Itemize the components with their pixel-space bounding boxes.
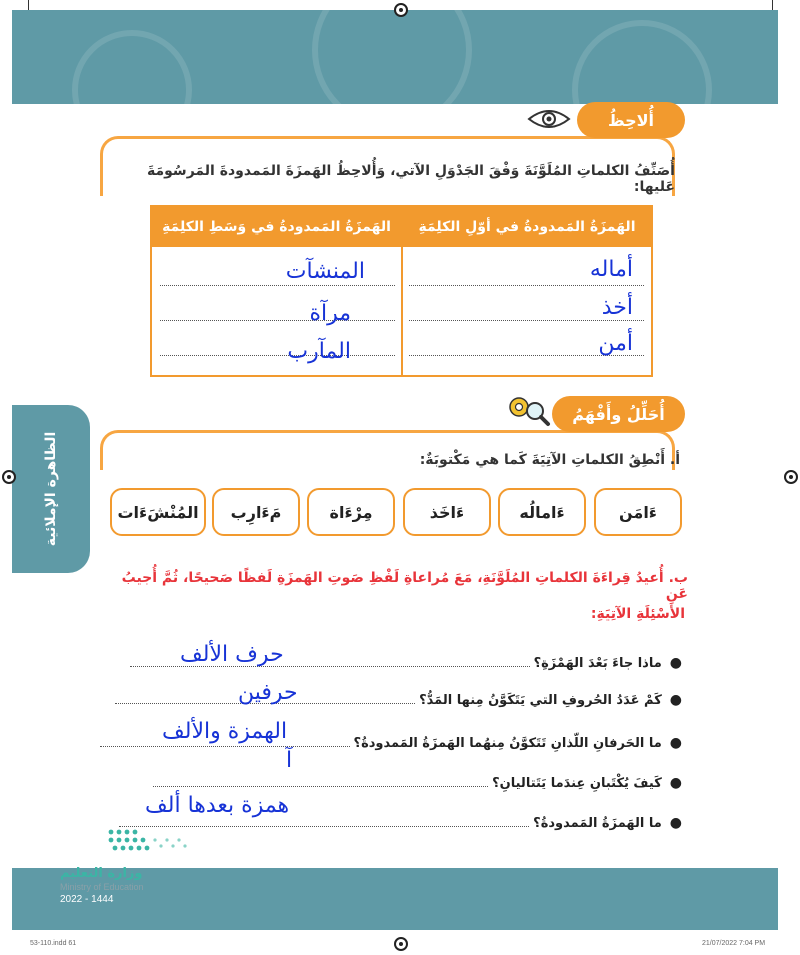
question-text: ما الهَمزَةُ المَمدودةُ؟ xyxy=(533,816,662,831)
observe-instruction: أُصَنِّفُ الكلماتِ المُلَوَّنَةَ وَفْقَ الجَدْوَلِ الآتي، وَأُلاحِظُ الهَمزَةَ المَمدودةَ المَرسُومَةَ عَليها: xyxy=(146,163,675,195)
analyze-title-pill xyxy=(552,396,685,432)
ministry-name-ar: وزارة التعليم xyxy=(60,866,143,881)
word-card-1: ءَامَن xyxy=(594,488,682,536)
answer-line xyxy=(409,320,644,321)
question-text: كَيفَ يُكْتَبانِ عِندَما يَتَتاليانِ؟ xyxy=(492,776,662,791)
table-header-middle: الهَمزَةُ المَمدودةُ في وَسَطِ الكلِمَةِ xyxy=(152,207,401,247)
ministry-year: 2022 - 1444 xyxy=(60,894,114,905)
answer-line xyxy=(409,285,644,286)
registration-mark-top xyxy=(394,3,408,17)
ministry-logo-icon xyxy=(105,826,195,866)
word-card-6: المُنْشَءَات xyxy=(110,488,206,536)
answer-line xyxy=(160,285,395,286)
answer-line xyxy=(100,746,350,747)
bullet: ● xyxy=(669,735,682,751)
part-b-instruction-line-1: ب. أُعيدُ قِراءَةَ الكلماتِ المُلَوَّنَةِ، مَعَ مُراعاةِ لَفْظِ صَوتِ الهَمزَةِ لَفظًا صَحيحًا، ثُمَّ أُجيبُ عَن xyxy=(121,570,688,602)
question-3-answer: الهمزة والألف xyxy=(162,719,288,744)
crop-mark xyxy=(772,0,773,10)
top-banner xyxy=(12,10,778,104)
footer-date: 21/07/2022 7:04 PM xyxy=(702,940,766,947)
table-header-start: الهَمزَةُ المَمدودةُ في أوّلِ الكلِمَةِ xyxy=(403,207,651,247)
table-divider xyxy=(401,207,403,375)
part-a-instruction: أ. أَنْطِقُ الكلماتِ الآتِيَةَ كَما هي مَكْتوبَةٌ: xyxy=(419,452,680,468)
answer-line xyxy=(160,355,395,356)
bullet: ● xyxy=(669,692,682,708)
word-card-3: ءَاخَذ xyxy=(403,488,491,536)
question-1-answer: حرف الألف xyxy=(180,642,284,667)
answer-start-2: أخذ xyxy=(601,295,633,320)
magnifier-gear-icon xyxy=(505,393,551,429)
word-card-4: مِرْءَاة xyxy=(307,488,395,536)
question-text: ماذا جاءَ بَعْدَ الهَمْزَةِ؟ xyxy=(533,656,662,671)
footer-file: 53-110.indd 61 xyxy=(30,940,77,947)
answer-middle-1: المنشآت xyxy=(285,259,365,284)
registration-mark-bottom xyxy=(394,937,408,951)
bullet: ● xyxy=(669,655,682,671)
question-2-answer: حرفين xyxy=(238,680,298,705)
bullet: ● xyxy=(669,775,682,791)
answer-start-1: أماله xyxy=(589,257,633,282)
eye-icon xyxy=(525,103,573,135)
crop-mark xyxy=(28,0,29,10)
answer-middle-3: المآرب xyxy=(287,339,351,364)
answer-line xyxy=(153,786,488,787)
question-2 xyxy=(115,692,682,708)
question-5-answer: همزة بعدها ألف xyxy=(145,793,290,818)
registration-mark-left xyxy=(2,470,16,484)
question-text: ما الحَرفانِ اللّذانِ تَتَكوَّنُ مِنهُما الهَمزَةُ المَمدودةُ؟ xyxy=(353,736,662,751)
observe-title: أُلاحِظُ xyxy=(607,110,655,130)
question-text: كَمْ عَدَدُ الحُروفِ التي يَتَكَوَّنُ مِنها المَدُّ؟ xyxy=(419,693,662,708)
word-card-2: ءَامالُه xyxy=(498,488,586,536)
part-b-instruction-line-2: الأَسْئِلَةِ الآتِيَةِ: xyxy=(590,606,685,622)
answer-middle-2: مرآة xyxy=(309,301,351,326)
registration-mark-right xyxy=(784,470,798,484)
ministry-name-en: Ministry of Education xyxy=(60,882,144,892)
word-card-5: مَءَارِب xyxy=(212,488,300,536)
answer-start-3: أمن xyxy=(598,331,633,356)
classification-table xyxy=(150,205,653,377)
side-section-tab xyxy=(12,405,90,573)
question-4-answer: آ xyxy=(286,748,293,773)
bullet: ● xyxy=(669,815,682,831)
side-tab-label: الظاهرة الإملائية xyxy=(43,431,59,547)
observe-title-pill xyxy=(577,102,685,138)
question-4 xyxy=(153,775,682,791)
answer-line xyxy=(160,320,395,321)
analyze-title: أُحَلِّلُ وأَفْهَمُ xyxy=(572,404,665,424)
